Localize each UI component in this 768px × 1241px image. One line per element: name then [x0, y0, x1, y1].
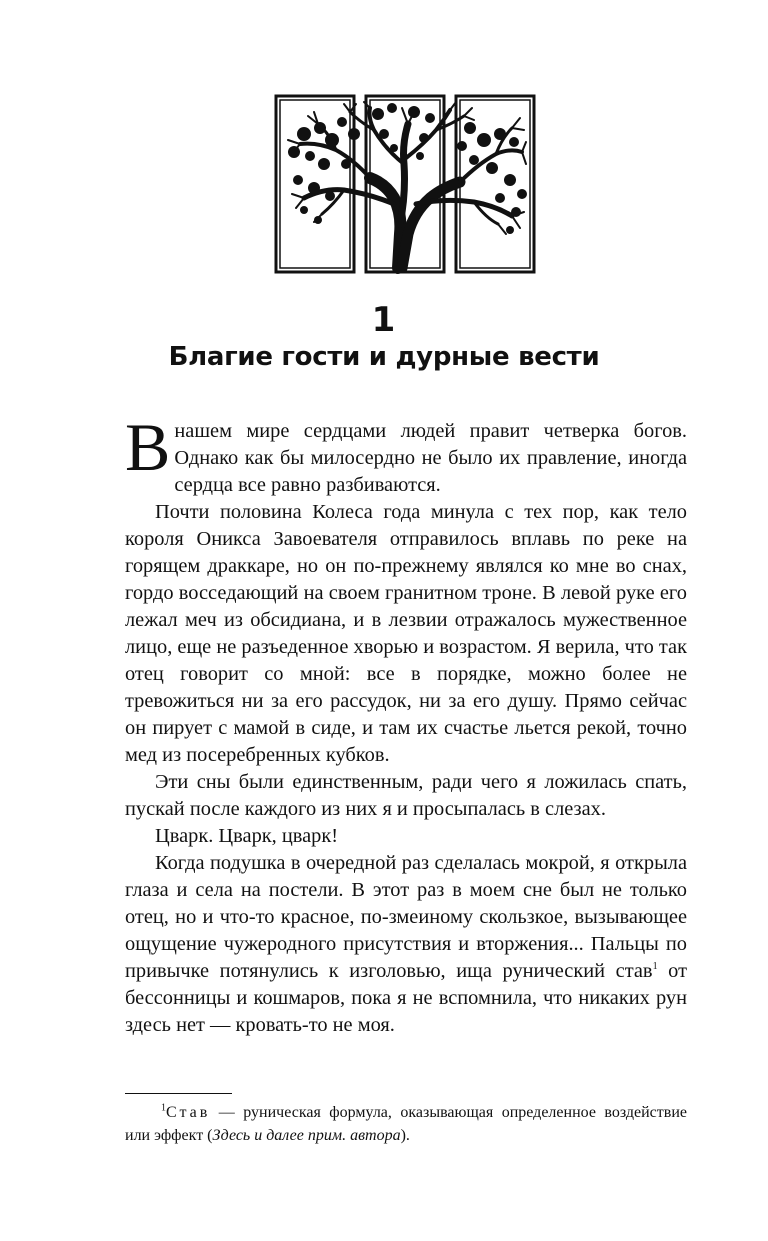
drop-cap: В — [125, 409, 171, 485]
tree-triptych-illustration — [274, 94, 536, 274]
paragraph-1-text: нашем мире сердцами людей правит четверка богов. Однако как бы милосердно не было их правление, иногда сердца все равно разбиваются. — [174, 420, 687, 496]
paragraph-5-text-a: Когда подушка в очередной раз сделалась мокрой, я открыла глаза и села на постели. В этот раз в моем сне был не только отец, но и что-то красное, по-змеиному скользкое, вызывающее ощущение чужеродного присутствия и вторжения... Пальцы по привычке потянулись к изголовью, ища рунический став — [125, 852, 687, 982]
footnote-ref[interactable]: 1 — [652, 961, 658, 973]
footnote — [125, 1101, 687, 1147]
chapter-body — [125, 409, 688, 1039]
paragraph-5-text-b: от бессонницы и кошмаров, пока я не вспомнила, что никаких рун здесь нет — кровать-то не моя. — [125, 960, 688, 1036]
paragraph-4: Цварк. Цварк, цварк! — [155, 825, 339, 847]
chapter-title: Благие гости и дурные вести — [168, 342, 600, 372]
paragraph-1 — [125, 409, 687, 499]
footnote-marker: 1 — [161, 1102, 166, 1114]
paragraph-5 — [125, 850, 687, 1039]
paragraph-2: Почти половина Колеса года минула с тех пор, как тело короля Оникса Завоевателя отправилось вплавь по реке на горящем драккаре, но он по-прежнему являлся ко мне во снах, гордо восседающий на своем гранитном троне. В левой руке его лежал меч из обсидиана, и в лезвии отражалось мужественное лицо, еще не разъеденное хворью и возрастом. Я верила, что так отец говорит со мной: все в порядке, можно более не тревожиться ни за его рассудок, ни за его душу. Прямо сейчас он пирует с мамой в сиде, и там их счастье льется рекой, точно мед из посеребренных кубков. — [125, 501, 687, 766]
footnote-end: ). — [400, 1127, 410, 1144]
triptych-panel-right — [456, 96, 534, 272]
footnote-divider — [125, 1093, 232, 1094]
footnote-italic: Здесь и далее прим. автора — [212, 1127, 401, 1144]
footnote-text: — руническая формула, оказывающая определенное воздействие или эффект ( — [125, 1104, 687, 1144]
paragraph-3: Эти сны были единственным, ради чего я ложилась спать, пускай после каждого из них я и просыпалась в слезах. — [125, 771, 687, 820]
footnote-term: Став — [166, 1104, 211, 1121]
chapter-number: 1 — [371, 300, 397, 340]
footnote-line — [125, 1101, 687, 1147]
